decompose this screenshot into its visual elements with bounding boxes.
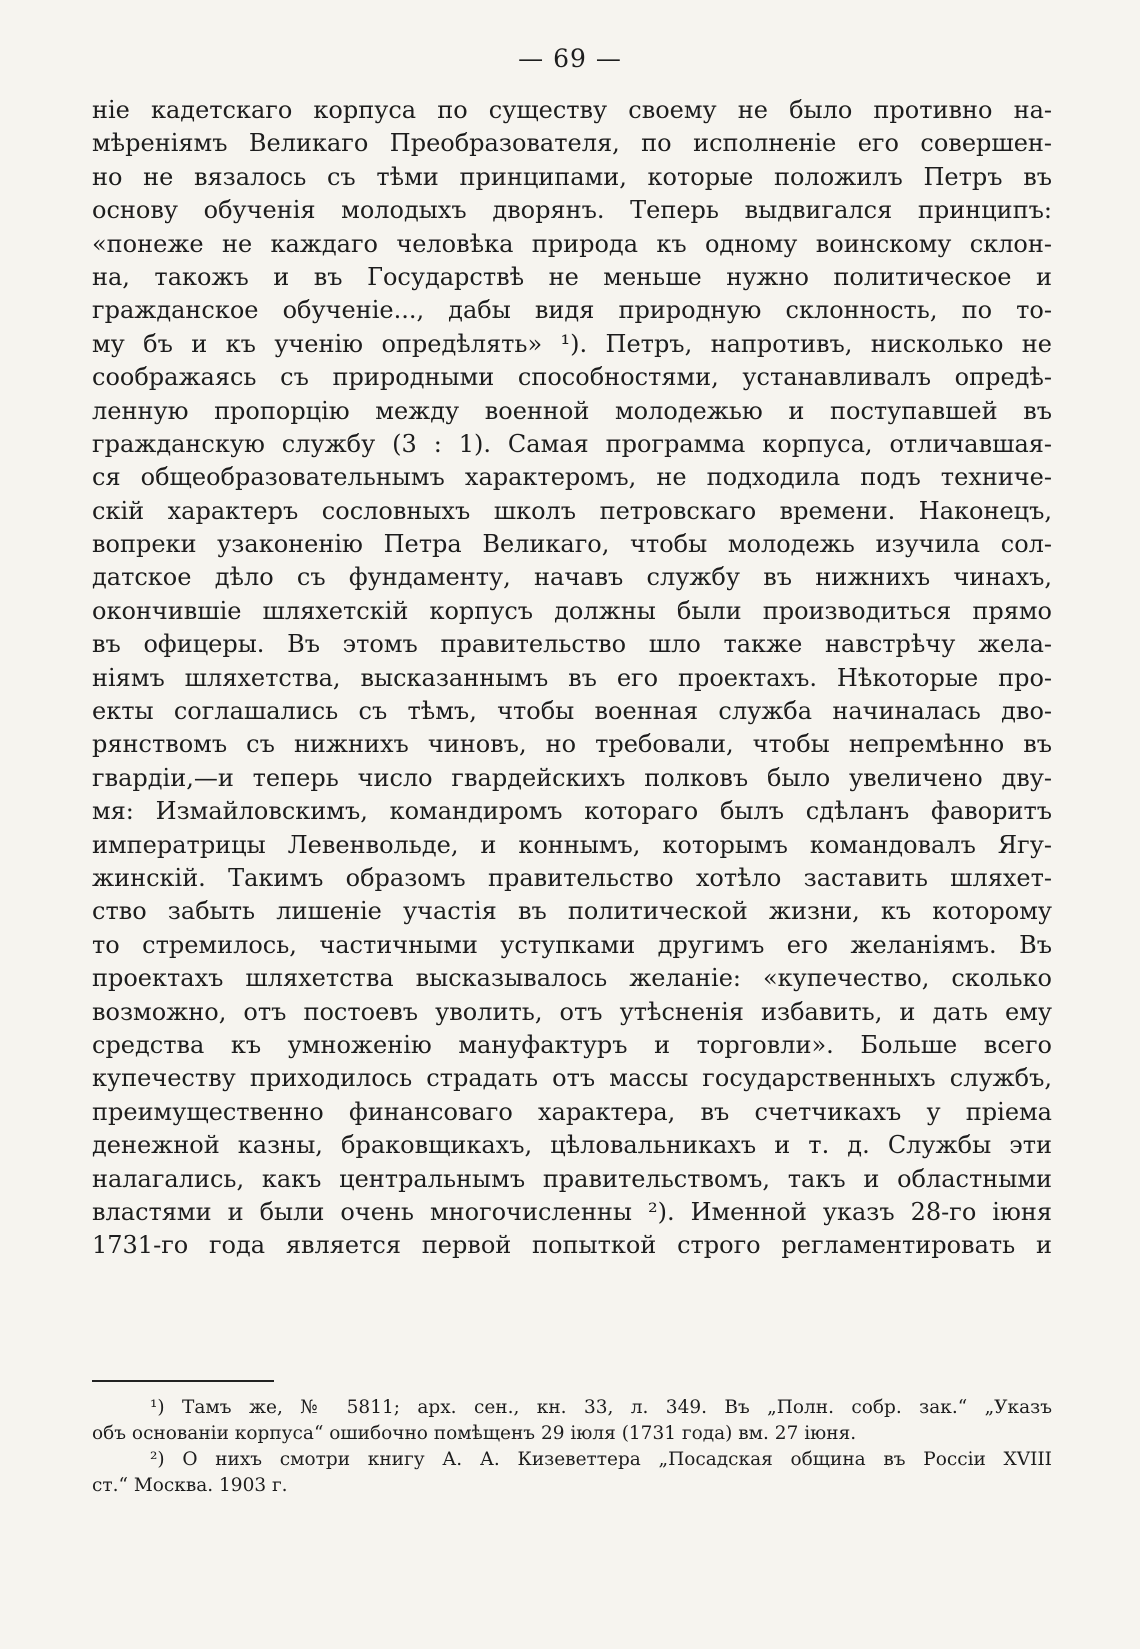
text-line: основу обученія молодыхъ дворянъ. Теперь выдвигался принципъ: <box>92 196 1052 225</box>
text-line: купечеству приходилось страдать отъ массы государственныхъ службъ, <box>92 1064 1052 1093</box>
text-line: возможно, отъ постоевъ уволить, отъ утѣсненія избавить, и дать ему <box>92 997 1052 1026</box>
text-line: на, такожъ и въ Государствѣ не меньше нужно политическое и <box>92 262 1052 291</box>
text-line: властями и были очень многочисленны ²). Именной указъ 28-го іюня <box>92 1197 1052 1226</box>
text-line: скій характеръ сословныхъ школъ петровскаго времени. Наконецъ, <box>92 496 1052 525</box>
text-line: жинскій. Такимъ образомъ правительство хотѣло заставить шляхет- <box>92 863 1052 892</box>
text-line: вопреки узаконенію Петра Великаго, чтобы молодежь изучила сол- <box>92 530 1052 559</box>
footnotes <box>92 1395 1052 1499</box>
text-line: налагались, какъ центральнымъ правительствомъ, такъ и областными <box>92 1164 1052 1193</box>
text-line: проектахъ шляхетства высказывалось желаніе: «купечество, сколько <box>92 964 1052 993</box>
text-line: рянствомъ съ нижнихъ чиновъ, но требовали, чтобы непремѣнно въ <box>92 730 1052 759</box>
text-line: но не вязалось съ тѣми принципами, которые положилъ Петръ въ <box>92 162 1052 191</box>
text-line: екты соглашались съ тѣмъ, чтобы военная служба начиналась дво- <box>92 697 1052 726</box>
text-line: ся общеобразовательнымъ характеромъ, не подходила подъ техниче- <box>92 463 1052 492</box>
footnote-1-line: ¹) Тамъ же, № 5811; арх. сен., кн. 33, л. 349. Въ „Полн. собр. зак.“ „Указъ <box>150 1397 1052 1418</box>
text-line: ство забыть лишеніе участія въ политической жизни, къ которому <box>92 897 1052 926</box>
page-number: — 69 — <box>518 44 622 73</box>
text-line: ніе кадетскаго корпуса по существу своему не было противно на- <box>92 96 1052 124</box>
text-line: средства къ умноженію мануфактуръ и торговли». Больше всего <box>92 1030 1052 1059</box>
text-line: гвардіи,—и теперь число гвардейскихъ полковъ было увеличено дву- <box>92 763 1052 792</box>
footnote-2-line: ²) О нихъ смотри книгу А. А. Кизеветтера „Посадская община въ Россіи XVIII <box>150 1449 1052 1470</box>
text-line: окончившіе шляхетскій корпусъ должны были производиться прямо <box>92 596 1052 625</box>
text-line: преимущественно финансоваго характера, въ счетчикахъ у пріема <box>92 1097 1052 1126</box>
text-line: гражданское обученіе..., дабы видя природную склонность, по то- <box>92 296 1052 325</box>
text-line: мя: Измайловскимъ, командиромъ котораго былъ сдѣланъ фаворитъ <box>92 797 1052 826</box>
text-line: ленную пропорцію между военной молодежью и поступавшей въ <box>92 396 1052 425</box>
text-line: «понеже не каждаго человѣка природа къ одному воинскому склон- <box>92 229 1052 258</box>
body-text <box>92 94 1052 1263</box>
text-line: му бъ и къ ученію опредѣлять» ¹). Петръ, напротивъ, нисколько не <box>92 329 1052 358</box>
footnote-1-line: объ основаніи корпуса“ ошибочно помѣщенъ 29 іюля (1731 года) вм. 27 іюня. <box>92 1423 857 1444</box>
text-line: денежной казны, браковщикахъ, цѣловальникахъ и т. д. Службы эти <box>92 1131 1052 1160</box>
footnote-divider <box>92 1380 274 1382</box>
text-line: датское дѣло съ фундаменту, начавъ службу въ нижнихъ чинахъ, <box>92 563 1052 592</box>
text-line: мѣреніямъ Великаго Преобразователя, по исполненіе его совершен- <box>92 129 1052 158</box>
text-line: то стремилось, частичными уступками другимъ его желаніямъ. Въ <box>92 930 1052 959</box>
text-line: въ офицеры. Въ этомъ правительство шло также навстрѣчу жела- <box>92 630 1052 659</box>
text-line: гражданскую службу (3 : 1). Самая программа корпуса, отличавшая- <box>92 429 1052 458</box>
footnote-2-line: ст.“ Москва. 1903 г. <box>92 1475 288 1496</box>
text-line: императрицы Левенвольде, и коннымъ, которымъ командовалъ Ягу- <box>92 830 1052 859</box>
text-line: соображаясь съ природными способностями, устанавливалъ опредѣ- <box>92 363 1052 392</box>
text-line: 1731-го года является первой попыткой строго регламентировать и <box>92 1231 1052 1260</box>
text-line: ніямъ шляхетства, высказаннымъ въ его проектахъ. Нѣкоторые про- <box>92 663 1052 692</box>
